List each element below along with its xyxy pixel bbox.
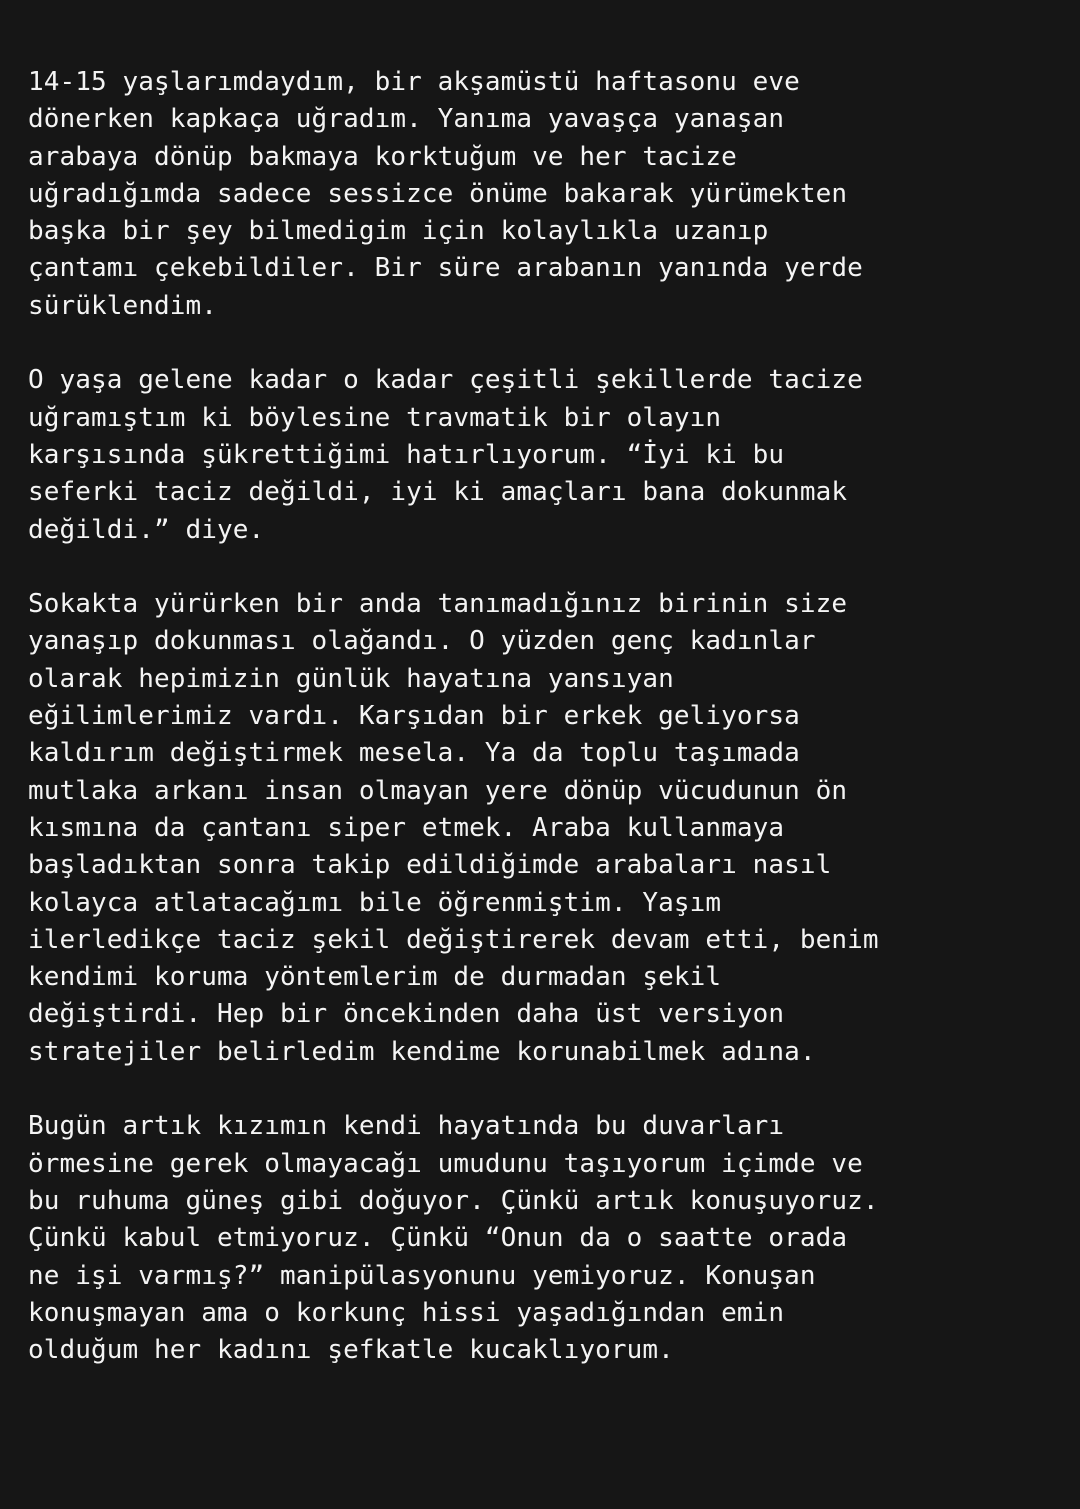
text-line: karşısında şükrettiğimi hatırlıyorum. “İyi ki bu [28,439,785,470]
text-line: kolayca atlatacağımı bile öğrenmiştim. Yaşım [28,887,722,918]
text-line: Bugün artık kızımın kendi hayatında bu duvarları [28,1111,785,1142]
text-line: bu ruhuma güneş gibi doğuyor. Çünkü artık konuşuyoruz. [28,1185,879,1216]
text-line: O yaşa gelene kadar o kadar çeşitli şekillerde tacize [28,365,863,396]
text-line: arabaya dönüp bakmaya korktuğum ve her tacize [28,141,737,172]
text-line: başladıktan sonra takip edildiğimde arabaları nasıl [28,850,832,881]
text-line: olduğum her kadını şefkatle kucaklıyorum. [28,1335,674,1366]
text-line: değiştirdi. Hep bir öncekinden daha üst versiyon [28,999,785,1030]
text-line: başka bir şey bilmedigim için kolaylıkla uzanıp [28,216,769,247]
text-line: Sokakta yürürken bir anda tanımadığınız birinin size [28,589,848,620]
text-line: kısmına da çantanı siper etmek. Araba kullanmaya [28,812,785,843]
text-line: kendimi koruma yöntemlerim de durmadan şekil [28,962,722,993]
paragraph-1 [28,64,1078,325]
text-line: çantamı çekebildiler. Bir süre arabanın yanında yerde [28,253,863,284]
text-line: sürüklendim. [28,290,218,321]
text-line: yanaşıp dokunması olağandı. O yüzden genç kadınlar [28,626,816,657]
text-line: konuşmayan ama o korkunç hissi yaşadığından emin [28,1297,785,1328]
text-line: örmesine gerek olmayacağı umudunu taşıyorum içimde ve [28,1148,863,1179]
text-line: dönerken kapkaça uğradım. Yanıma yavaşça yanaşan [28,104,785,135]
story-text [28,64,1078,1407]
text-line: Çünkü kabul etmiyoruz. Çünkü “Onun da o saatte orada [28,1223,848,1254]
text-line: ilerledikçe taciz şekil değiştirerek devam etti, benim [28,924,879,955]
text-line: olarak hepimizin günlük hayatına yansıyan [28,663,674,694]
text-line: stratejiler belirledim kendime korunabilmek adına. [28,1036,816,1067]
paragraph-4 [28,1108,1078,1369]
text-line: değildi.” diye. [28,514,265,545]
text-line: mutlaka arkanı insan olmayan yere dönüp vücudunun ön [28,775,848,806]
paragraph-2 [28,362,1078,548]
text-line: 14-15 yaşlarımdaydım, bir akşamüstü haftasonu eve [28,67,800,97]
text-line: eğilimlerimiz vardı. Karşıdan bir erkek geliyorsa [28,701,800,732]
text-line: ne işi varmış?” manipülasyonunu yemiyoruz. Konuşan [28,1260,816,1291]
text-line: uğradığımda sadece sessizce önüme bakarak yürümekten [28,178,848,209]
text-line: seferki taciz değildi, iyi ki amaçları bana dokunmak [28,477,848,508]
text-line: uğramıştım ki böylesine travmatik bir olayın [28,402,722,433]
paragraph-3 [28,586,1078,1071]
text-line: kaldırım değiştirmek mesela. Ya da toplu taşımada [28,738,800,769]
